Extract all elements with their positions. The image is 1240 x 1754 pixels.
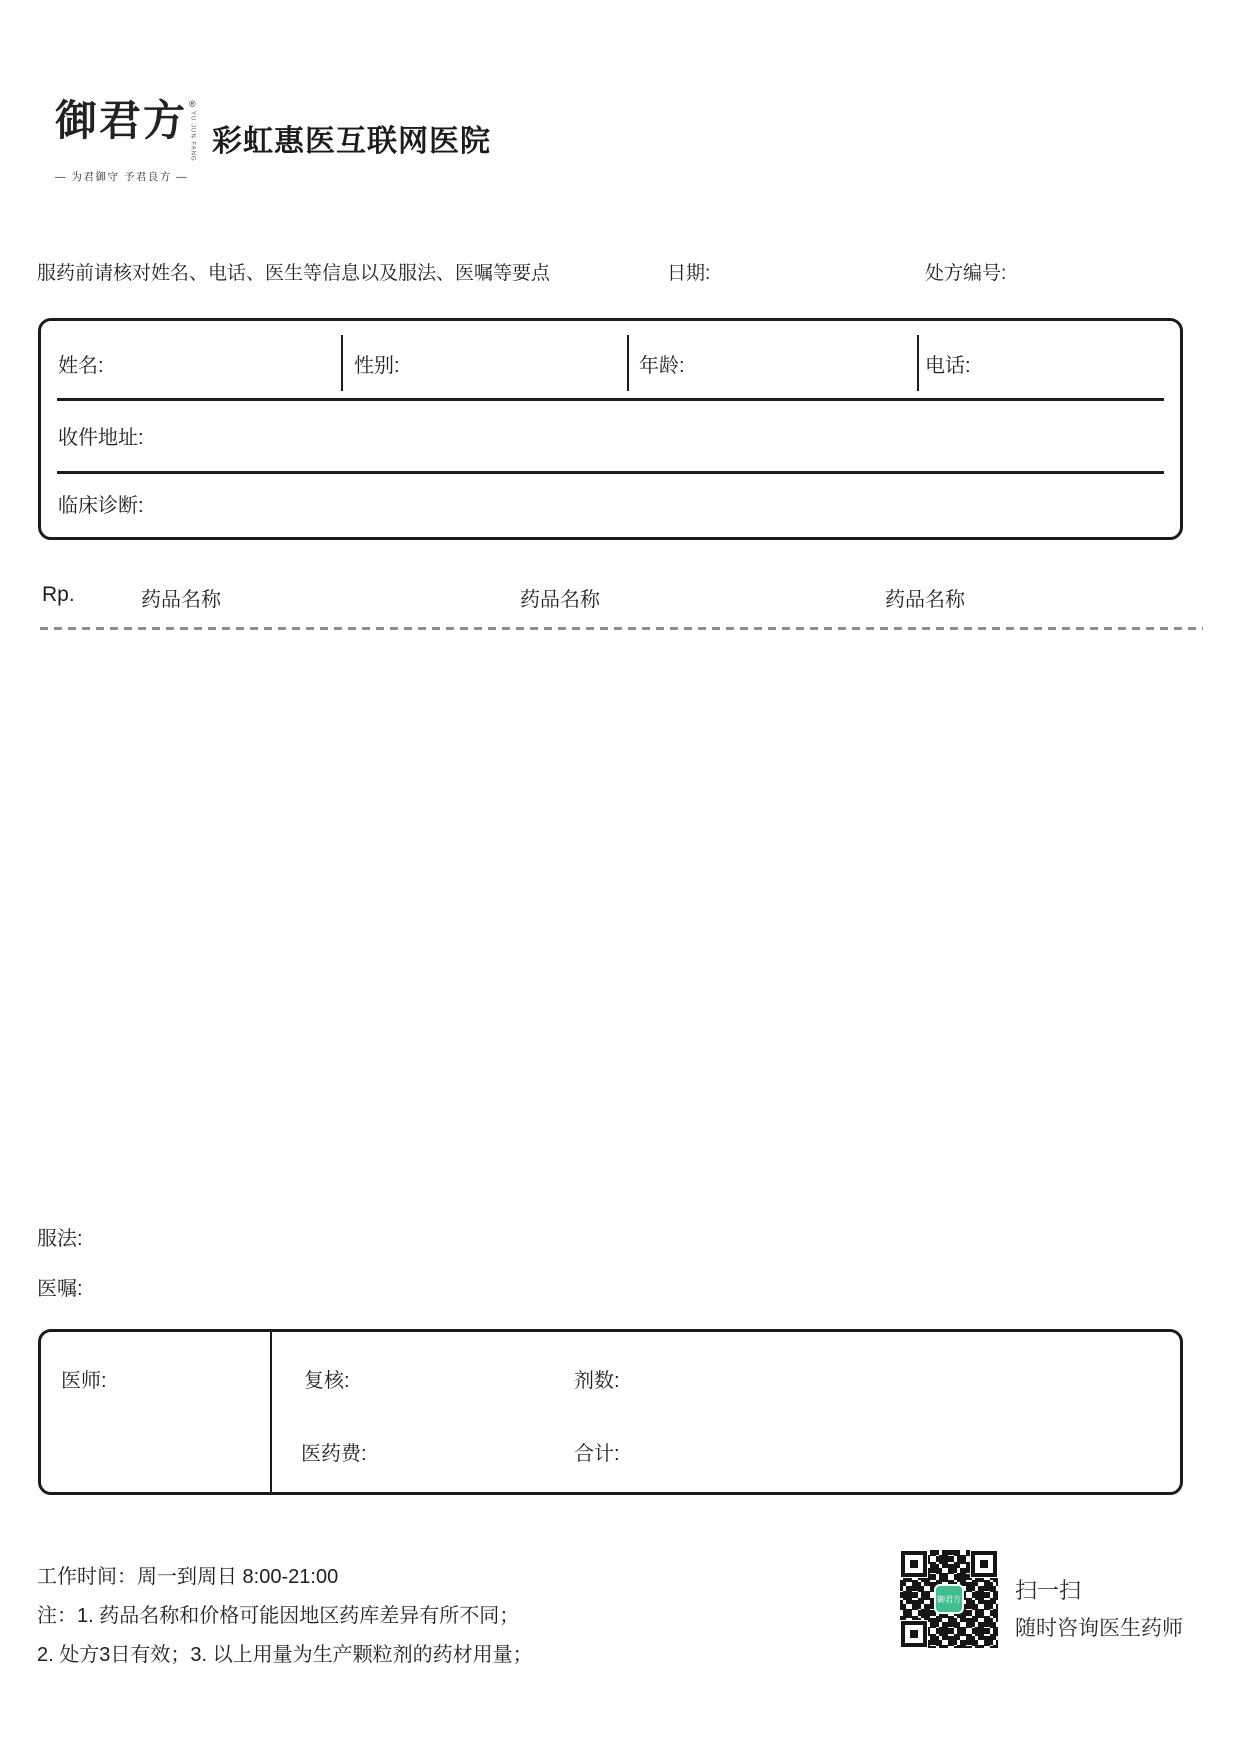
patient-gender-label: 性别:	[354, 355, 400, 377]
drug-name-column-header: 药品名称	[141, 589, 221, 611]
registered-trademark-icon: ®	[189, 99, 196, 109]
patient-age-label: 年龄:	[639, 355, 685, 377]
brand-tagline: — 为君御守 予君良方 —	[55, 170, 189, 183]
medicine-fee-label: 医药费:	[301, 1443, 367, 1465]
row-divider	[57, 398, 1164, 401]
rx-number-label: 处方编号:	[925, 263, 1007, 284]
drug-list-dashed-separator	[40, 627, 1203, 630]
usage-label: 服法:	[37, 1228, 83, 1250]
clinical-diagnosis-label: 临床诊断:	[58, 495, 144, 517]
rp-label: Rp.	[42, 583, 75, 606]
dose-count-label: 剂数:	[574, 1370, 620, 1392]
scan-subtitle: 随时咨询医生药师	[1015, 1617, 1183, 1640]
qr-center-brand-logo: 御君方	[934, 1584, 964, 1614]
hospital-title: 彩虹惠医互联网医院	[212, 125, 491, 158]
scan-title: 扫一扫	[1015, 1578, 1082, 1603]
qr-finder-pattern	[900, 1620, 928, 1648]
brand-logo-vertical-text: YU JUN FANG	[189, 111, 196, 162]
column-divider	[917, 335, 919, 391]
note-line-2: 2. 处方3日有效；3. 以上用量为生产颗粒剂的药材用量；	[37, 1644, 533, 1666]
brand-logo-text: 御君方	[55, 96, 188, 145]
column-divider	[270, 1332, 272, 1492]
patient-name-label: 姓名:	[58, 355, 104, 377]
brand-logo	[55, 96, 205, 184]
verification-notice: 服药前请核对姓名、电话、医生等信息以及服法、医嘱等要点	[37, 263, 551, 284]
patient-info-box	[38, 318, 1183, 540]
column-divider	[627, 335, 629, 391]
row-divider	[57, 471, 1164, 474]
review-label: 复核:	[304, 1370, 350, 1392]
work-hours-text: 工作时间：周一到周日 8:00-21:00	[37, 1566, 339, 1588]
date-label: 日期:	[667, 263, 711, 284]
qr-finder-pattern	[970, 1550, 998, 1578]
doctor-advice-label: 医嘱:	[37, 1278, 83, 1300]
qr-code	[900, 1550, 998, 1648]
signoff-box	[38, 1329, 1183, 1495]
total-label: 合计:	[574, 1443, 620, 1465]
column-divider	[341, 335, 343, 391]
qr-finder-pattern	[900, 1550, 928, 1578]
note-line-1: 注：1. 药品名称和价格可能因地区药库差异有所不同；	[37, 1605, 520, 1627]
shipping-address-label: 收件地址:	[58, 427, 144, 449]
drug-name-column-header: 药品名称	[885, 589, 965, 611]
drug-name-column-header: 药品名称	[520, 589, 600, 611]
doctor-label: 医师:	[61, 1370, 107, 1392]
patient-phone-label: 电话:	[925, 355, 971, 377]
